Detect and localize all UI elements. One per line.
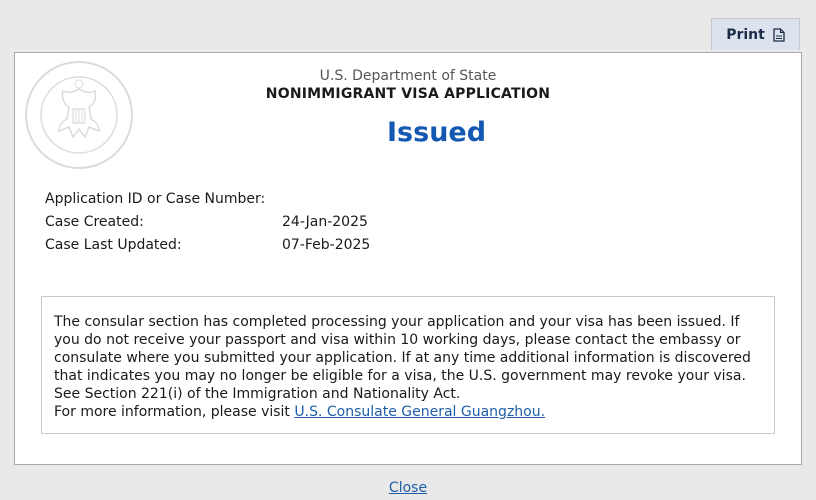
- document-icon: [773, 28, 785, 42]
- print-button-label: Print: [726, 26, 765, 43]
- print-button[interactable]: [711, 18, 800, 50]
- more-info-prefix: For more information, please visit: [54, 404, 295, 420]
- consulate-link[interactable]: U.S. Consulate General Guangzhou.: [294, 404, 546, 420]
- agency-name: U.S. Department of State: [319, 68, 497, 84]
- close-link[interactable]: Close: [388, 480, 428, 496]
- case-last-updated-label: Case Last Updated:: [45, 237, 182, 253]
- notice-body: The consular section has completed processing your application and your visa has been issued. If you do not receive your passport and visa within 10 working days, please contact the embassy or consulate where you submitted your application. If at any time additional information is discovered that indicates you may no longer be eligible for a visa, the U.S. government may revoke your visa. See Section 221(i) of the Immigration and Nationality Act.: [54, 314, 751, 402]
- more-info-line: [54, 403, 766, 421]
- form-title: NONIMMIGRANT VISA APPLICATION: [265, 86, 551, 102]
- status-heading: [15, 117, 801, 153]
- status-text: Issued: [387, 117, 487, 148]
- case-created-value: 24-Jan-2025: [282, 214, 368, 230]
- case-created-label: Case Created:: [45, 214, 144, 230]
- close-link-container: [0, 480, 816, 496]
- status-notice: [41, 296, 775, 434]
- application-id-label: Application ID or Case Number:: [45, 191, 266, 207]
- status-panel: [14, 52, 802, 465]
- case-last-updated-value: 07-Feb-2025: [282, 237, 371, 253]
